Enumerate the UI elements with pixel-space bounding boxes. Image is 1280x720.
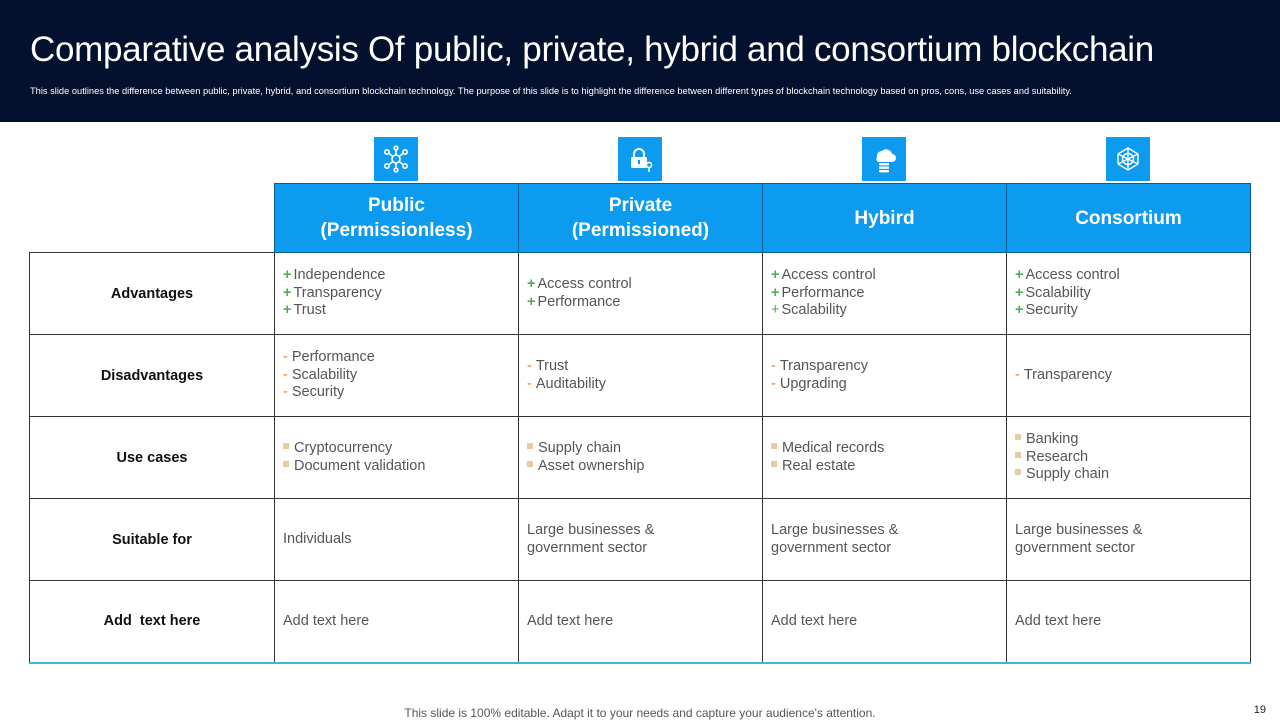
cell-text: Large businesses & (527, 522, 655, 538)
item-text: Auditability (535, 375, 606, 392)
list-item (527, 276, 762, 294)
item-text: Transparency (779, 358, 868, 374)
row-label: Disadvantages (30, 335, 275, 417)
square-bullet-icon (527, 443, 533, 449)
item-text: Scalability (291, 366, 358, 383)
table-row-advantages (30, 253, 1251, 335)
plus-icon: + (1015, 267, 1024, 284)
item-text: Transparency (1023, 366, 1112, 383)
table-cell (275, 581, 519, 663)
column-header-line: (Permissionless) (320, 220, 473, 241)
list-item (283, 458, 518, 476)
item-text: Security (291, 384, 345, 401)
square-bullet-icon (771, 443, 777, 449)
plus-icon: + (1015, 302, 1024, 319)
table-cell (275, 499, 519, 581)
column-header-line: Public (367, 195, 425, 216)
item-text: Access control (1025, 267, 1120, 284)
column-header-line: Consortium (1075, 207, 1182, 229)
list-item (283, 302, 518, 320)
cell-text: government sector (771, 539, 892, 556)
column-header-line: Hybird (854, 207, 915, 229)
header-row (30, 184, 1251, 253)
square-bullet-icon (527, 461, 533, 467)
list-item (527, 376, 762, 394)
table-cell (763, 417, 1007, 499)
table-cell (1007, 417, 1251, 499)
plus-icon: + (527, 276, 536, 292)
page-title: Comparative analysis Of public, private, hybrid and consortium blockchain (30, 30, 1154, 69)
minus-icon: - (527, 358, 532, 374)
item-text: Document validation (294, 457, 426, 474)
item-text: Transparency (293, 284, 382, 301)
list-item (771, 358, 1006, 376)
item-text: Medical records (782, 440, 885, 456)
plus-icon: + (1015, 284, 1024, 301)
item-text: Security (1025, 302, 1078, 319)
table-cell (275, 253, 519, 335)
square-bullet-icon (1015, 434, 1021, 440)
table-cell (1007, 253, 1251, 335)
table-cell (275, 335, 519, 417)
list-item (527, 458, 762, 476)
item-text: Research (1026, 448, 1089, 465)
square-bullet-icon (1015, 452, 1021, 458)
plus-icon: + (527, 293, 536, 310)
item-text: Scalability (781, 302, 847, 319)
cell-text: Individuals (283, 530, 352, 547)
table-cell (1007, 335, 1251, 417)
list-item (1015, 302, 1250, 320)
globe-network-icon (1106, 137, 1150, 181)
list-item (771, 376, 1006, 394)
cloud-server-icon (862, 137, 906, 181)
footer-note: This slide is 100% editable. Adapt it to your needs and capture your audience's attention. (404, 706, 876, 720)
square-bullet-icon (283, 443, 289, 449)
list-item (771, 302, 1006, 320)
lock-key-icon (618, 137, 662, 181)
list-item (1015, 367, 1250, 385)
square-bullet-icon (283, 461, 289, 467)
list-item (771, 440, 1006, 458)
table-cell (519, 335, 763, 417)
cell-text: Large businesses & (771, 522, 899, 538)
square-bullet-icon (771, 461, 777, 467)
plus-icon: + (771, 267, 780, 284)
row-label: Add text here (30, 581, 275, 663)
table-cell (275, 417, 519, 499)
table-cell (763, 253, 1007, 335)
header-band (0, 0, 1280, 122)
item-text: Upgrading (779, 375, 847, 392)
column-header-line: Private (608, 195, 673, 216)
table-cell (519, 581, 763, 663)
minus-icon: - (283, 366, 288, 383)
item-text: Supply chain (1026, 466, 1110, 483)
list-item (771, 285, 1006, 303)
table-row-disadvantages (30, 335, 1251, 417)
table-cell (1007, 499, 1251, 581)
item-text: Access control (537, 276, 632, 292)
minus-icon: - (771, 375, 776, 392)
cell-text: Large businesses & (1015, 522, 1143, 538)
cell-text: government sector (1015, 539, 1136, 556)
table-row-use-cases (30, 417, 1251, 499)
table-cell (763, 499, 1007, 581)
row-label: Advantages (30, 253, 275, 335)
cell-text: Add text here (283, 612, 370, 629)
item-text: Access control (781, 267, 876, 284)
list-item (527, 440, 762, 458)
column-header-consortium (1007, 184, 1251, 253)
item-text: Real estate (782, 457, 856, 474)
item-text: Banking (1026, 431, 1079, 448)
table-cell (519, 417, 763, 499)
plus-icon: + (283, 302, 292, 319)
header-corner (30, 184, 275, 253)
list-item (527, 294, 762, 312)
square-bullet-icon (1015, 469, 1021, 475)
list-item (1015, 466, 1250, 484)
column-header-private (519, 184, 763, 253)
item-text: Asset ownership (538, 457, 645, 474)
cell-text: Add text here (527, 612, 614, 629)
table-cell (1007, 581, 1251, 663)
list-item (1015, 431, 1250, 449)
column-header-hybrid (763, 184, 1007, 253)
column-header-public (275, 184, 519, 253)
page-subtitle: This slide outlines the difference between public, private, hybrid, and consortium blockchain technology. The purpose of this slide is to highlight the difference between different types of blockchain technology based on pros, cons, use cases and suitability. (30, 86, 1072, 96)
item-text: Performance (781, 284, 865, 301)
plus-icon: + (771, 284, 780, 301)
plus-icon: + (283, 267, 292, 284)
table-row-suitable-for (30, 499, 1251, 581)
minus-icon: - (1015, 366, 1020, 383)
minus-icon: - (527, 375, 532, 392)
minus-icon: - (283, 384, 288, 401)
list-item (283, 267, 518, 285)
list-item (1015, 449, 1250, 467)
item-text: Independence (293, 267, 386, 284)
cell-text: government sector (527, 539, 648, 556)
table-cell (763, 581, 1007, 663)
network-nodes-icon (374, 137, 418, 181)
page-number: 19 (1253, 704, 1266, 716)
list-item (283, 440, 518, 458)
item-text: Trust (293, 302, 326, 319)
table-cell (519, 499, 763, 581)
item-text: Cryptocurrency (294, 440, 393, 456)
minus-icon: - (283, 349, 288, 366)
list-item (527, 358, 762, 376)
cell-text: Add text here (771, 612, 858, 629)
table-cell (519, 253, 763, 335)
list-item (771, 267, 1006, 285)
list-item (1015, 267, 1250, 285)
comparison-table (29, 183, 1251, 664)
row-label: Use cases (30, 417, 275, 499)
list-item (771, 458, 1006, 476)
plus-icon: + (283, 284, 292, 301)
cell-text: Add text here (1015, 612, 1102, 629)
item-text: Performance (291, 349, 375, 366)
list-item (1015, 285, 1250, 303)
list-item (283, 285, 518, 303)
item-text: Trust (535, 358, 569, 374)
column-header-line: (Permissioned) (571, 220, 710, 241)
row-label: Suitable for (30, 499, 275, 581)
table-cell (763, 335, 1007, 417)
table-row-add-text (30, 581, 1251, 663)
list-item (283, 384, 518, 402)
minus-icon: - (771, 358, 776, 374)
list-item (283, 367, 518, 385)
item-text: Performance (537, 293, 621, 310)
item-text: Scalability (1025, 284, 1091, 301)
item-text: Supply chain (538, 440, 622, 456)
plus-icon: + (771, 302, 780, 319)
list-item (283, 349, 518, 367)
